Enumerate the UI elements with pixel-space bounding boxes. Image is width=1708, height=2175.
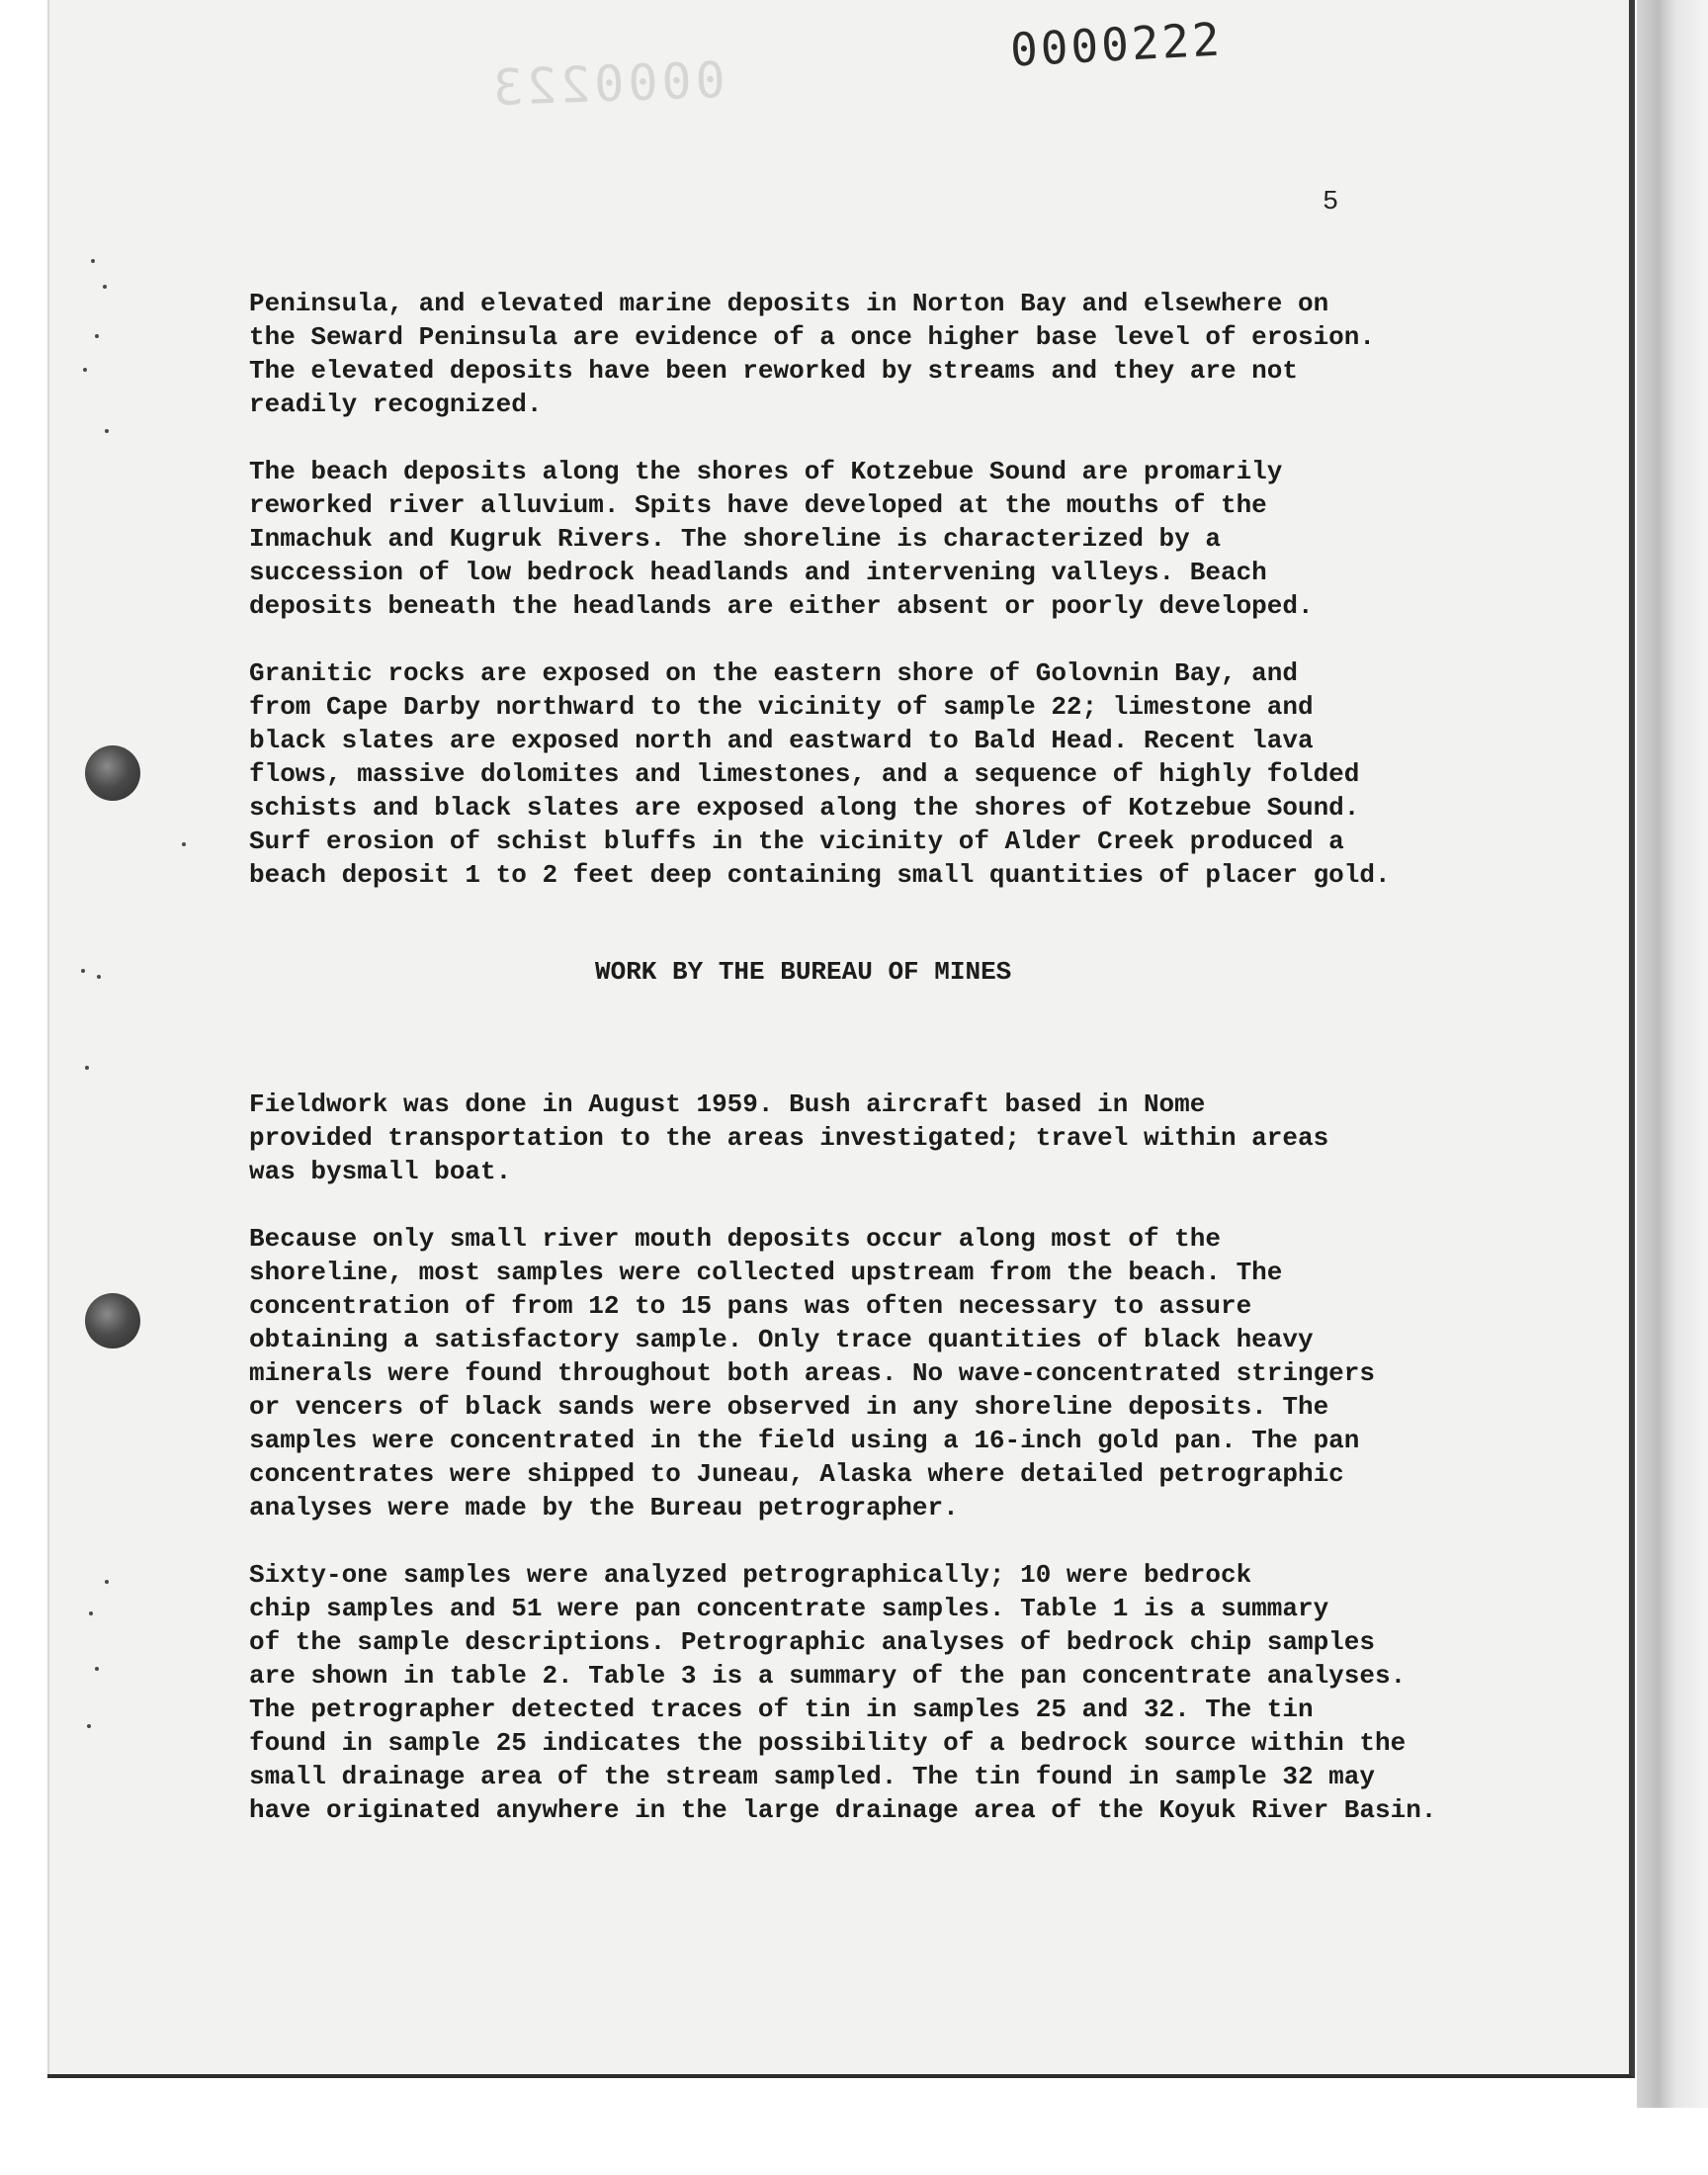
paragraph: The beach deposits along the shores of Kotzebue Sound are promarily reworked river alluvium. Spits have developed at the mouths of the Inmachuk and Kugruk Rivers. The shoreline is characterized by a succession of low bedrock headlands and intervening valleys. Beach deposits beneath the headlands are either absent or poorly developed. [249,457,1314,621]
scan-speck [97,975,101,979]
scan-speck [83,368,87,372]
scanner-edge-shadow [1637,0,1708,2116]
paragraph: Granitic rocks are exposed on the eastern shore of Golovnin Bay, and from Cape Darby northward to the vicinity of sample 22; limestone and black slates are exposed north and eastward to Bald Head. Recent lava flows, massive dolomites and limestones, and a sequence of highly folded schists and black slates are exposed along the shores of Kotzebue Sound. Surf erosion of schist bluffs in the vicinity of Alder Creek produced a beach deposit 1 to 2 feet deep containing small quantities of placer gold. [249,658,1391,890]
punch-hole-icon [85,1293,140,1348]
paragraph: Sixty-one samples were analyzed petrographically; 10 were bedrock chip samples and 51 were pan concentrate samples. Table 1 is a summary of the sample descriptions. Petrographic analyses of bedrock chip samples are shown in table 2. Table 3 is a summary of the pan concentrate analyses. The petrographer detected traces of tin in samples 25 and 32. The tin found in sample 25 indicates the possibility of a bedrock source within the small drainage area of the stream sampled. The tin found in sample 32 may have originated anywhere in the large drainage area of the Koyuk River Basin. [249,1560,1437,1825]
paragraph: Peninsula, and elevated marine deposits in Norton Bay and elsewhere on the Seward Peninsula are evidence of a once higher base level of erosion. The elevated deposits have been reworked by streams and they are not readily recognized. [249,289,1375,419]
scan-bottom-margin [0,2108,1708,2175]
paragraph: Fieldwork was done in August 1959. Bush aircraft based in Nome provided transportation to the areas investigated; travel within areas was bysmall boat. [249,1089,1329,1186]
scan-speck [89,1611,93,1615]
scan-speck [91,259,95,263]
document-number-stamp: 0000222 [1008,12,1225,77]
heading-spacer [249,925,1534,1088]
scan-speck [81,969,85,973]
scan-speck [105,429,109,433]
punch-hole-icon [85,745,140,801]
body-text [249,287,1534,1861]
scan-speck [95,1667,99,1671]
scan-speck [182,842,186,846]
scan-speck [103,285,107,289]
page-number: 5 [1323,188,1339,218]
scan-speck [87,1724,91,1728]
scan-speck [105,1580,109,1584]
scan-speck [95,334,99,338]
section-heading: WORK BY THE BUREAU OF MINES [595,957,1012,987]
bleed-through-stamp: 0000223 [488,50,726,118]
paragraph: Because only small river mouth deposits occur along most of the shoreline, most samples were collected upstream from the beach. The concentration of from 12 to 15 pans was often necessary to assure obtaining a satisfactory sample. Only trace quantities of black heavy minerals were found throughout both areas. No wave-concentrated stringers or vencers of black sands were observed in any shoreline deposits. The samples were concentrated in the field using a 16-inch gold pan. The pan concentrates were shipped to Juneau, Alaska where detailed petrographic analyses were made by the Bureau petrographer. [249,1224,1375,1522]
scan-speck [85,1066,89,1070]
